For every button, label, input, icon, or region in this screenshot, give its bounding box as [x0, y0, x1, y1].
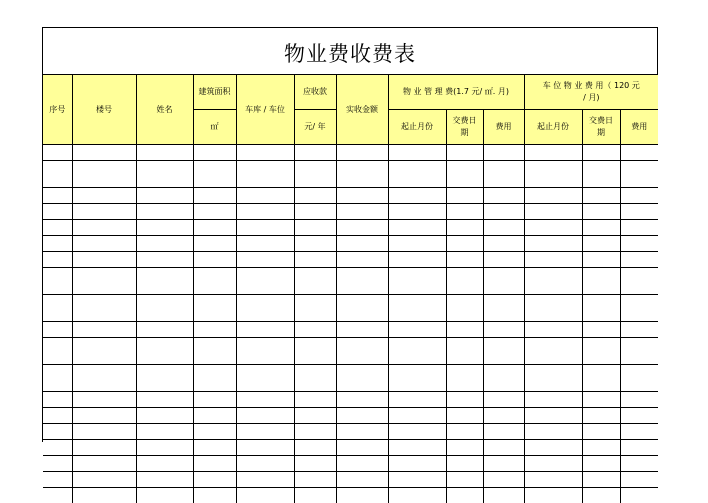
- table-cell[interactable]: [193, 188, 236, 204]
- table-cell[interactable]: [236, 268, 294, 295]
- table-cell[interactable]: [43, 365, 72, 392]
- table-cell[interactable]: [582, 220, 620, 236]
- table-cell[interactable]: [294, 472, 336, 488]
- table-cell[interactable]: [446, 472, 483, 488]
- table-cell[interactable]: [524, 145, 582, 161]
- table-cell[interactable]: [72, 322, 136, 338]
- header-received: 实收金额: [336, 75, 388, 145]
- table-cell[interactable]: [236, 440, 294, 456]
- table-cell[interactable]: [620, 220, 658, 236]
- table-cell[interactable]: [294, 204, 336, 220]
- table-cell[interactable]: [388, 424, 446, 440]
- table-cell[interactable]: [43, 440, 72, 456]
- table-cell[interactable]: [43, 220, 72, 236]
- table-cell[interactable]: [582, 161, 620, 188]
- table-row: [43, 338, 658, 365]
- table-cell[interactable]: [136, 220, 193, 236]
- header-mgmt-pay-date: [446, 110, 483, 145]
- table-row: [43, 188, 658, 204]
- table-cell[interactable]: [294, 236, 336, 252]
- table-cell[interactable]: [136, 440, 193, 456]
- table-cell[interactable]: [236, 188, 294, 204]
- table-cell[interactable]: [483, 268, 524, 295]
- table-cell[interactable]: [524, 236, 582, 252]
- table-cell[interactable]: [136, 204, 193, 220]
- table-row: [43, 365, 658, 392]
- table-cell[interactable]: [43, 236, 72, 252]
- table-cell[interactable]: [236, 161, 294, 188]
- table-cell[interactable]: [336, 456, 388, 472]
- table-cell[interactable]: [336, 338, 388, 365]
- table-cell[interactable]: [582, 440, 620, 456]
- table-cell[interactable]: [620, 322, 658, 338]
- table-cell[interactable]: [236, 252, 294, 268]
- table-cell[interactable]: [294, 408, 336, 424]
- parking-fee-line2: / 月): [583, 93, 599, 102]
- table-cell[interactable]: [582, 322, 620, 338]
- table-cell[interactable]: [620, 295, 658, 322]
- table-cell[interactable]: [446, 220, 483, 236]
- table-cell[interactable]: [446, 161, 483, 188]
- table-cell[interactable]: [136, 268, 193, 295]
- table-row: [43, 392, 658, 408]
- table-cell[interactable]: [620, 188, 658, 204]
- table-cell[interactable]: [446, 424, 483, 440]
- table-cell[interactable]: [582, 408, 620, 424]
- table-cell[interactable]: [294, 392, 336, 408]
- table-cell[interactable]: [483, 488, 524, 503]
- table-cell[interactable]: [524, 408, 582, 424]
- table-cell[interactable]: [136, 488, 193, 503]
- table-cell[interactable]: [483, 161, 524, 188]
- table-cell[interactable]: [43, 268, 72, 295]
- table-cell[interactable]: [136, 424, 193, 440]
- table-cell[interactable]: [336, 295, 388, 322]
- table-cell[interactable]: [483, 408, 524, 424]
- table-row: [43, 472, 658, 488]
- table-cell[interactable]: [336, 252, 388, 268]
- table-cell[interactable]: [236, 488, 294, 503]
- table-cell[interactable]: [446, 338, 483, 365]
- table-cell[interactable]: [388, 392, 446, 408]
- table-cell[interactable]: [236, 408, 294, 424]
- table-cell[interactable]: [388, 236, 446, 252]
- table-cell[interactable]: [43, 161, 72, 188]
- header-parking-start-month: 起止月份: [524, 110, 582, 145]
- table-cell[interactable]: [620, 204, 658, 220]
- table-row: [43, 440, 658, 456]
- table-cell[interactable]: [446, 456, 483, 472]
- table-cell[interactable]: [294, 220, 336, 236]
- table-cell[interactable]: [72, 392, 136, 408]
- table-cell[interactable]: [483, 220, 524, 236]
- table-cell[interactable]: [43, 145, 72, 161]
- table-cell[interactable]: [620, 338, 658, 365]
- table-cell[interactable]: [620, 161, 658, 188]
- header-mgmt-fee: 物 业 管 理 费(1.7 元/ ㎡. 月): [388, 75, 524, 110]
- table-cell[interactable]: [72, 424, 136, 440]
- table-cell[interactable]: [193, 268, 236, 295]
- table-cell[interactable]: [136, 365, 193, 392]
- table-cell[interactable]: [43, 322, 72, 338]
- header-seq: 序号: [43, 75, 72, 145]
- table-cell[interactable]: [582, 338, 620, 365]
- table-cell[interactable]: [72, 488, 136, 503]
- table-cell[interactable]: [620, 440, 658, 456]
- table-cell[interactable]: [336, 145, 388, 161]
- header-parking-fee-amount: 费用: [620, 110, 658, 145]
- table-body: [43, 145, 658, 503]
- table-cell[interactable]: [388, 252, 446, 268]
- table-cell[interactable]: [294, 424, 336, 440]
- table-cell[interactable]: [524, 188, 582, 204]
- pay-date-line2: 期: [461, 128, 469, 137]
- table-row: [43, 220, 658, 236]
- table-cell[interactable]: [582, 456, 620, 472]
- table-cell[interactable]: [483, 440, 524, 456]
- table-cell[interactable]: [43, 295, 72, 322]
- table-cell[interactable]: [446, 188, 483, 204]
- table-row: [43, 236, 658, 252]
- table-row: [43, 252, 658, 268]
- table-cell[interactable]: [336, 365, 388, 392]
- table-cell[interactable]: [236, 145, 294, 161]
- table-cell[interactable]: [446, 204, 483, 220]
- table-cell[interactable]: [294, 188, 336, 204]
- table-cell[interactable]: [524, 322, 582, 338]
- table-cell[interactable]: [582, 268, 620, 295]
- table-cell[interactable]: [136, 322, 193, 338]
- table-row: [43, 145, 658, 161]
- table-cell[interactable]: [446, 440, 483, 456]
- table-cell[interactable]: [43, 408, 72, 424]
- table-cell[interactable]: [193, 236, 236, 252]
- table-cell[interactable]: [72, 188, 136, 204]
- header-receivable: 应收款: [294, 75, 336, 110]
- table-cell[interactable]: [72, 338, 136, 365]
- table-cell[interactable]: [236, 365, 294, 392]
- table-cell[interactable]: [294, 145, 336, 161]
- table-cell[interactable]: [483, 338, 524, 365]
- table-cell[interactable]: [524, 472, 582, 488]
- table-cell[interactable]: [193, 440, 236, 456]
- table-cell[interactable]: [193, 365, 236, 392]
- table-cell[interactable]: [524, 268, 582, 295]
- table-cell[interactable]: [193, 424, 236, 440]
- table-cell[interactable]: [294, 322, 336, 338]
- table-cell[interactable]: [524, 252, 582, 268]
- table-cell[interactable]: [236, 456, 294, 472]
- table-cell[interactable]: [620, 392, 658, 408]
- table-cell[interactable]: [524, 204, 582, 220]
- table-cell[interactable]: [388, 204, 446, 220]
- table-cell[interactable]: [388, 408, 446, 424]
- table-cell[interactable]: [72, 161, 136, 188]
- table-cell[interactable]: [582, 295, 620, 322]
- table-cell[interactable]: [193, 145, 236, 161]
- table-cell[interactable]: [336, 188, 388, 204]
- table-cell[interactable]: [193, 392, 236, 408]
- table-cell[interactable]: [582, 188, 620, 204]
- table-cell[interactable]: [524, 295, 582, 322]
- table-cell[interactable]: [72, 365, 136, 392]
- table-cell[interactable]: [72, 145, 136, 161]
- table-cell[interactable]: [483, 188, 524, 204]
- table-cell[interactable]: [72, 456, 136, 472]
- table-cell[interactable]: [524, 220, 582, 236]
- table-cell[interactable]: [388, 365, 446, 392]
- header-area-unit: ㎡: [193, 110, 236, 145]
- table-cell[interactable]: [483, 295, 524, 322]
- table-cell[interactable]: [43, 472, 72, 488]
- pay-date-line1: 交费日: [453, 116, 477, 125]
- table-cell[interactable]: [336, 488, 388, 503]
- table-cell[interactable]: [388, 295, 446, 322]
- fee-sheet: [42, 27, 658, 442]
- table-cell[interactable]: [446, 408, 483, 424]
- table-cell[interactable]: [236, 236, 294, 252]
- header-mgmt-fee-amount: 费用: [483, 110, 524, 145]
- table-cell[interactable]: [446, 252, 483, 268]
- table-cell[interactable]: [582, 252, 620, 268]
- table-cell[interactable]: [294, 252, 336, 268]
- table-cell[interactable]: [336, 161, 388, 188]
- table-cell[interactable]: [524, 440, 582, 456]
- table-row: [43, 456, 658, 472]
- parking-fee-line1: 车 位 物 业 费 用（ 120 元: [543, 81, 640, 90]
- table-cell[interactable]: [336, 236, 388, 252]
- table-cell[interactable]: [294, 338, 336, 365]
- table-cell[interactable]: [582, 392, 620, 408]
- table-cell[interactable]: [582, 145, 620, 161]
- table-cell[interactable]: [483, 456, 524, 472]
- table-cell[interactable]: [294, 456, 336, 472]
- table-cell[interactable]: [294, 488, 336, 503]
- table-cell[interactable]: [388, 145, 446, 161]
- table-cell[interactable]: [43, 392, 72, 408]
- table-cell[interactable]: [336, 204, 388, 220]
- header-area: 建筑面积: [193, 75, 236, 110]
- table-cell[interactable]: [483, 204, 524, 220]
- table-cell[interactable]: [582, 472, 620, 488]
- table-cell[interactable]: [136, 188, 193, 204]
- table-cell[interactable]: [446, 392, 483, 408]
- header-receivable-unit: 元/ 年: [294, 110, 336, 145]
- table-cell[interactable]: [336, 440, 388, 456]
- table-cell[interactable]: [72, 472, 136, 488]
- header-building: 楼号: [72, 75, 136, 145]
- table-cell[interactable]: [483, 252, 524, 268]
- table-cell[interactable]: [236, 322, 294, 338]
- table-cell[interactable]: [483, 236, 524, 252]
- table-cell[interactable]: [136, 161, 193, 188]
- table-cell[interactable]: [483, 145, 524, 161]
- table-cell[interactable]: [582, 424, 620, 440]
- table-cell[interactable]: [620, 236, 658, 252]
- table-cell[interactable]: [336, 220, 388, 236]
- table-cell[interactable]: [388, 440, 446, 456]
- table-cell[interactable]: [582, 236, 620, 252]
- table-cell[interactable]: [43, 488, 72, 503]
- table-cell[interactable]: [236, 392, 294, 408]
- table-cell[interactable]: [193, 472, 236, 488]
- table-cell[interactable]: [336, 424, 388, 440]
- table-cell[interactable]: [446, 488, 483, 503]
- header-parking-pay-date: [582, 110, 620, 145]
- table-cell[interactable]: [136, 252, 193, 268]
- table-row: [43, 268, 658, 295]
- table-cell[interactable]: [43, 188, 72, 204]
- table-cell[interactable]: [582, 488, 620, 503]
- table-cell[interactable]: [236, 424, 294, 440]
- table-cell[interactable]: [236, 472, 294, 488]
- table-cell[interactable]: [388, 488, 446, 503]
- table-cell[interactable]: [72, 440, 136, 456]
- table-cell[interactable]: [43, 456, 72, 472]
- table-cell[interactable]: [620, 365, 658, 392]
- table-cell[interactable]: [236, 204, 294, 220]
- table-cell[interactable]: [388, 472, 446, 488]
- table-row: [43, 424, 658, 440]
- table-cell[interactable]: [524, 338, 582, 365]
- pay-date-line2: 期: [597, 128, 605, 137]
- table-cell[interactable]: [524, 392, 582, 408]
- table-cell[interactable]: [582, 365, 620, 392]
- table-cell[interactable]: [193, 322, 236, 338]
- table-cell[interactable]: [524, 488, 582, 503]
- table-cell[interactable]: [72, 236, 136, 252]
- table-cell[interactable]: [483, 322, 524, 338]
- table-cell[interactable]: [136, 236, 193, 252]
- fee-table: [43, 75, 658, 503]
- table-cell[interactable]: [193, 338, 236, 365]
- table-cell[interactable]: [193, 204, 236, 220]
- table-row: [43, 322, 658, 338]
- table-row: [43, 295, 658, 322]
- table-cell[interactable]: [620, 472, 658, 488]
- table-cell[interactable]: [294, 161, 336, 188]
- table-cell[interactable]: [136, 338, 193, 365]
- table-cell[interactable]: [620, 456, 658, 472]
- table-row: [43, 488, 658, 503]
- table-cell[interactable]: [446, 145, 483, 161]
- table-cell[interactable]: [336, 322, 388, 338]
- table-cell[interactable]: [136, 456, 193, 472]
- table-cell[interactable]: [446, 236, 483, 252]
- table-cell[interactable]: [483, 472, 524, 488]
- table-cell[interactable]: [388, 220, 446, 236]
- table-cell[interactable]: [388, 322, 446, 338]
- table-cell[interactable]: [193, 252, 236, 268]
- table-cell[interactable]: [336, 268, 388, 295]
- table-cell[interactable]: [294, 295, 336, 322]
- table-cell[interactable]: [388, 268, 446, 295]
- table-cell[interactable]: [620, 408, 658, 424]
- table-cell[interactable]: [388, 338, 446, 365]
- table-cell[interactable]: [446, 365, 483, 392]
- header-garage: 车库 / 车位: [236, 75, 294, 145]
- table-row: [43, 161, 658, 188]
- table-cell[interactable]: [336, 472, 388, 488]
- table-row: [43, 408, 658, 424]
- table-cell[interactable]: [336, 408, 388, 424]
- table-cell[interactable]: [43, 424, 72, 440]
- table-cell[interactable]: [43, 252, 72, 268]
- table-cell[interactable]: [620, 252, 658, 268]
- table-cell[interactable]: [620, 268, 658, 295]
- header-name: 姓名: [136, 75, 193, 145]
- table-cell[interactable]: [43, 204, 72, 220]
- table-cell[interactable]: [446, 295, 483, 322]
- table-cell[interactable]: [483, 392, 524, 408]
- table-cell[interactable]: [388, 456, 446, 472]
- table-cell[interactable]: [620, 424, 658, 440]
- header-mgmt-start-month: 起止月份: [388, 110, 446, 145]
- pay-date-line1: 交费日: [589, 116, 613, 125]
- table-cell[interactable]: [72, 204, 136, 220]
- table-cell[interactable]: [483, 424, 524, 440]
- table-cell[interactable]: [193, 295, 236, 322]
- table-cell[interactable]: [72, 220, 136, 236]
- table-cell[interactable]: [294, 268, 336, 295]
- table-cell[interactable]: [236, 295, 294, 322]
- table-cell[interactable]: [524, 424, 582, 440]
- table-cell[interactable]: [336, 392, 388, 408]
- table-cell[interactable]: [294, 440, 336, 456]
- table-cell[interactable]: [136, 472, 193, 488]
- table-cell[interactable]: [620, 145, 658, 161]
- table-cell[interactable]: [72, 408, 136, 424]
- table-cell[interactable]: [193, 220, 236, 236]
- table-cell[interactable]: [72, 252, 136, 268]
- table-cell[interactable]: [136, 392, 193, 408]
- table-cell[interactable]: [294, 365, 336, 392]
- table-cell[interactable]: [72, 295, 136, 322]
- table-cell[interactable]: [43, 338, 72, 365]
- table-cell[interactable]: [446, 322, 483, 338]
- table-cell[interactable]: [524, 365, 582, 392]
- table-cell[interactable]: [620, 488, 658, 503]
- sheet-title: 物业费收费表: [43, 28, 657, 75]
- header-parking-fee: [524, 75, 658, 110]
- table-cell[interactable]: [193, 408, 236, 424]
- table-cell[interactable]: [193, 161, 236, 188]
- table-cell[interactable]: [524, 456, 582, 472]
- table-cell[interactable]: [193, 488, 236, 503]
- table-row: [43, 204, 658, 220]
- table-cell[interactable]: [388, 188, 446, 204]
- table-cell[interactable]: [136, 295, 193, 322]
- table-cell[interactable]: [524, 161, 582, 188]
- table-cell[interactable]: [72, 268, 136, 295]
- table-cell[interactable]: [193, 456, 236, 472]
- table-cell[interactable]: [136, 408, 193, 424]
- table-cell[interactable]: [236, 220, 294, 236]
- table-cell[interactable]: [236, 338, 294, 365]
- table-cell[interactable]: [582, 204, 620, 220]
- table-cell[interactable]: [483, 365, 524, 392]
- table-cell[interactable]: [136, 145, 193, 161]
- table-cell[interactable]: [446, 268, 483, 295]
- table-cell[interactable]: [388, 161, 446, 188]
